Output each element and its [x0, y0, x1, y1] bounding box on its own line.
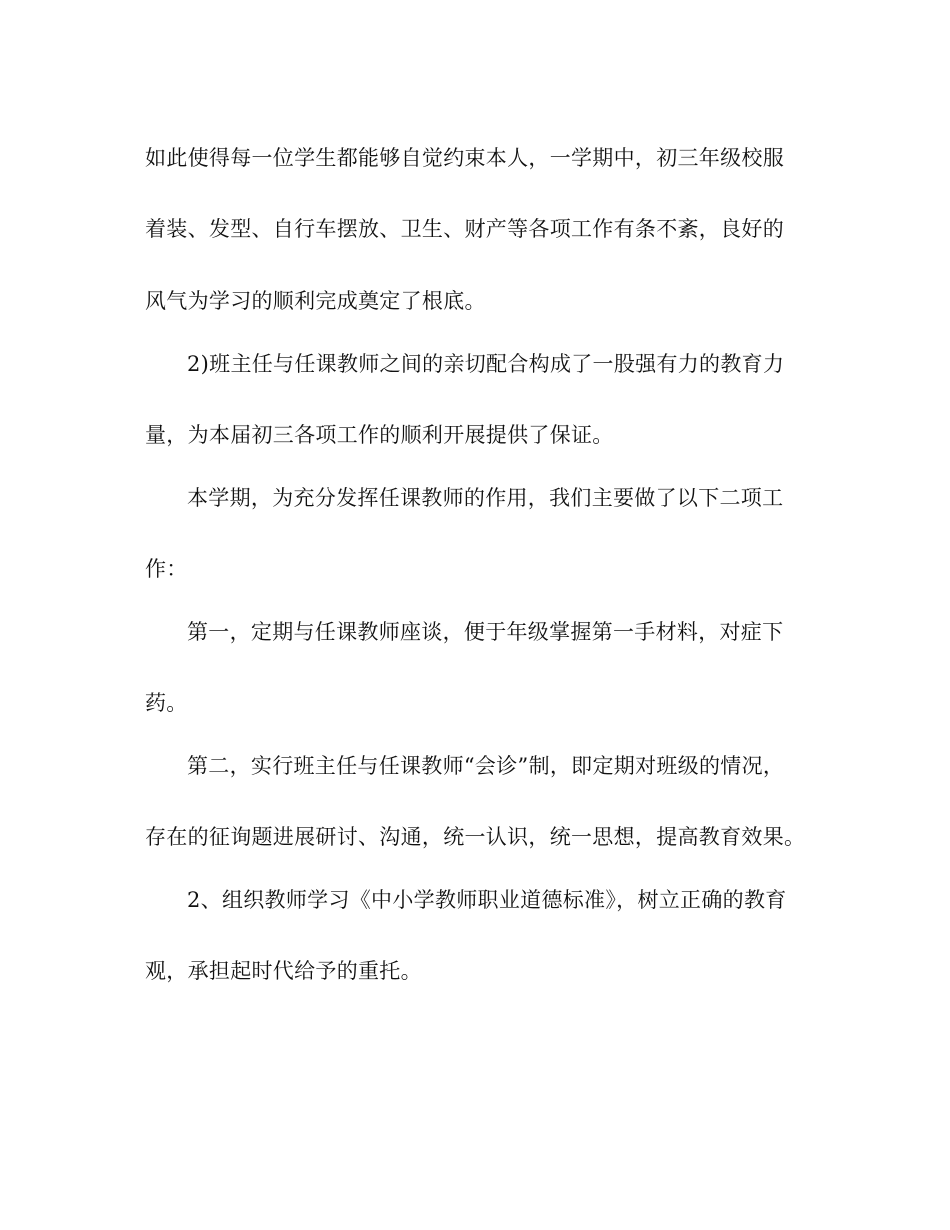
- text-line: 量，为本届初三各项工作的顺利开展提供了保证。: [145, 423, 614, 447]
- paragraph-start-line: 第二，实行班主任与任课教师“会诊”制，即定期对班级的情况，: [187, 754, 785, 778]
- text-line: 观，承担起时代给予的重托。: [145, 959, 422, 983]
- text-line: 着装、发型、自行车摆放、卫生、财产等各项工作有条不紊，良好的: [145, 217, 784, 241]
- paragraph-start-line: 2)班主任与任课教师之间的亲切配合构成了一股强有力的教育力: [187, 352, 785, 376]
- paragraph-start-line: 第一，定期与任课教师座谈，便于年级掌握第一手材料，对症下: [187, 620, 784, 644]
- paragraph-start-line: 本学期，为充分发挥任课教师的作用，我们主要做了以下二项工: [187, 486, 784, 510]
- text-line: 风气为学习的顺利完成奠定了根底。: [145, 289, 486, 313]
- text-line: 如此使得每一位学生都能够自觉约束本人，一学期中，初三年级校服: [145, 146, 784, 170]
- text-line: 药。: [145, 691, 188, 715]
- text-line: 作：: [145, 557, 188, 581]
- paragraph-start-line: 2、组织教师学习《中小学教师职业道德标准》，树立正确的教育: [187, 888, 787, 912]
- text-line: 存在的征询题进展研讨、沟通，统一认识，统一思想，提高教育效果。: [145, 825, 806, 849]
